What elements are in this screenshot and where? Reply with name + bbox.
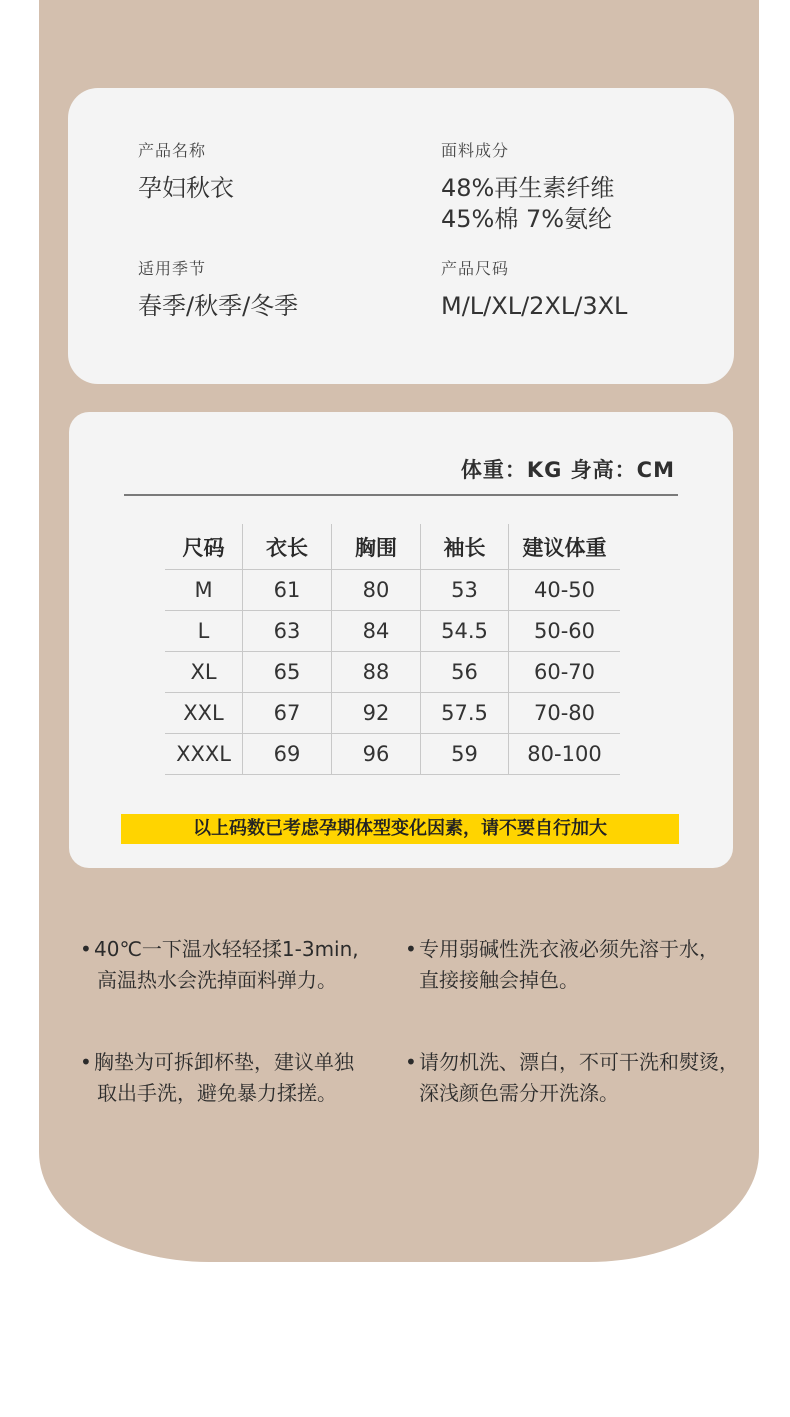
- bullet-icon: •: [405, 937, 417, 961]
- size-notice-banner: 以上码数已考虑孕期体型变化因素，请不要自行加大: [121, 814, 679, 844]
- care-note-line: 高温热水会洗掉面料弹力。: [97, 968, 337, 992]
- size-label: 产品尺码: [441, 259, 510, 278]
- table-cell: XL: [165, 652, 243, 693]
- fabric-label: 面料成分: [441, 141, 510, 160]
- care-note-line: 专用弱碱性洗衣液必须先溶于水，: [419, 937, 719, 961]
- table-cell: 61: [243, 570, 332, 611]
- table-cell: M: [165, 570, 243, 611]
- table-cell: 53: [421, 570, 509, 611]
- column-header: 袖长: [421, 524, 509, 570]
- table-cell: 60-70: [509, 652, 621, 693]
- size-table: [165, 524, 620, 775]
- table-cell: 96: [332, 734, 421, 775]
- table-cell: 67: [243, 693, 332, 734]
- size-value: M/L/XL/2XL/3XL: [441, 292, 628, 320]
- table-cell: 54.5: [421, 611, 509, 652]
- care-note: [405, 1047, 739, 1109]
- care-note-line: 取出手洗，避免暴力揉搓。: [97, 1081, 337, 1105]
- table-cell: 65: [243, 652, 332, 693]
- table-header-row: [165, 524, 620, 570]
- table-cell: 40-50: [509, 570, 621, 611]
- table-cell: 69: [243, 734, 332, 775]
- table-row: [165, 734, 620, 775]
- bullet-icon: •: [80, 937, 92, 961]
- table-cell: XXL: [165, 693, 243, 734]
- care-note-line: 深浅颜色需分开洗涤。: [419, 1081, 619, 1105]
- column-header: 建议体重: [522, 535, 607, 560]
- table-row: [165, 652, 620, 693]
- column-header: 尺码: [165, 524, 243, 570]
- table-cell: 88: [332, 652, 421, 693]
- table-cell: 92: [332, 693, 421, 734]
- bullet-icon: •: [80, 1050, 92, 1074]
- care-note-line: 直接接触会掉色。: [419, 968, 579, 992]
- care-note: [405, 934, 719, 996]
- care-note: [80, 934, 359, 996]
- product-info-card: [68, 88, 734, 384]
- table-cell: 57.5: [421, 693, 509, 734]
- table-cell: 84: [332, 611, 421, 652]
- care-note-line: 请勿机洗、漂白，不可干洗和熨烫，: [419, 1050, 739, 1074]
- table-cell: 50-60: [509, 611, 621, 652]
- table-row: [165, 611, 620, 652]
- fabric-value-line1: 48%再生素纤维: [441, 174, 615, 202]
- care-note: [80, 1047, 354, 1109]
- table-cell: 70-80: [509, 693, 621, 734]
- table-cell: 56: [421, 652, 509, 693]
- table-cell: 63: [243, 611, 332, 652]
- divider: [124, 494, 678, 496]
- units-note: 体重：KG 身高：CM: [460, 458, 675, 482]
- product-name-label: 产品名称: [138, 141, 207, 160]
- table-cell: XXXL: [165, 734, 243, 775]
- fabric-value-line2: 45%棉 7%氨纶: [441, 205, 613, 233]
- table-cell: 59: [421, 734, 509, 775]
- table-cell: 80: [332, 570, 421, 611]
- column-header: 衣长: [243, 524, 332, 570]
- table-row: [165, 570, 620, 611]
- size-chart-card: [69, 412, 733, 868]
- bullet-icon: •: [405, 1050, 417, 1074]
- care-note-line: 胸垫为可拆卸杯垫，建议单独: [94, 1050, 354, 1074]
- season-value: 春季/秋季/冬季: [138, 292, 299, 320]
- product-name-value: 孕妇秋衣: [138, 174, 234, 202]
- season-label: 适用季节: [138, 259, 207, 278]
- table-cell: 80-100: [509, 734, 621, 775]
- table-cell: L: [165, 611, 243, 652]
- table-row: [165, 693, 620, 734]
- column-header: 胸围: [332, 524, 421, 570]
- care-note-line: 40℃一下温水轻轻揉1-3min,: [94, 937, 359, 961]
